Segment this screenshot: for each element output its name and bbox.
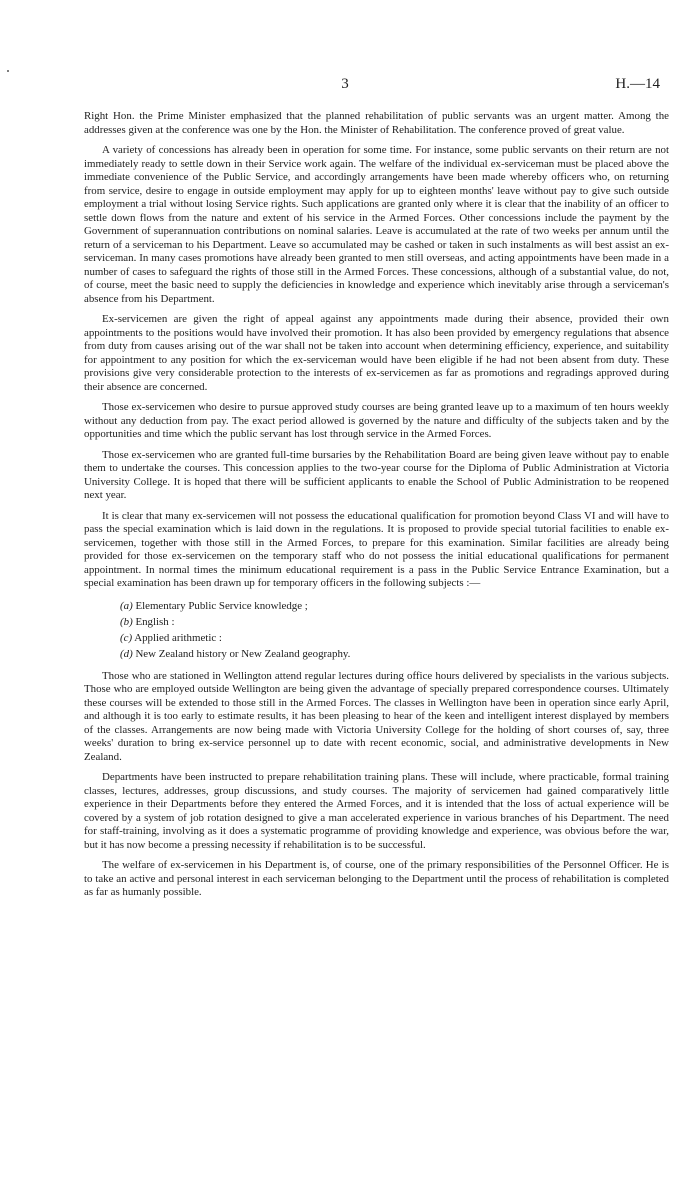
- list-marker: (c): [120, 631, 133, 644]
- body-text: [84, 110, 669, 907]
- paragraph-training-plans: Departments have been instructed to prepare rehabilitation training plans. These will include, where practicable, formal training classes, lectures, addresses, group discussions, and study courses. The majority of servicemen had gained comparatively little experience in their Departments before they entered the Armed Forces, and it is intended that the loss of actual experience will be covered by a system of job rotation designed to give a man accelerated experience in various branches of his Department. The need for staff-training, involving as it does a systematic programme of providing knowledge and experience, was obvious before the war, but it has now become a pressing necessity if rehabilitation is to be successful.: [84, 771, 669, 851]
- paragraph-conference: Right Hon. the Prime Minister emphasized that the planned rehabilitation of public servants was an urgent matter. Among the addresses given at the conference was one by the Hon. the Minister of Rehabilitation. The conference proved of great value.: [84, 110, 669, 136]
- list-marker: (b): [120, 615, 133, 628]
- list-marker: (a): [120, 599, 133, 612]
- paragraph-lectures: Those who are stationed in Wellington attend regular lectures during office hours delivered by specialists in the various subjects. Those who are employed outside Wellington are being given the advantage of specially prepared correspondence courses. Ultimately these courses will be extended to those still in the Armed Forces. The classes in Wellington have been in operation since early April, and although it is too early to estimate results, it has been pleasing to hear of the keen and intelligent interest displayed by members of the classes. Arrangements are now being made with Victoria University College for the holding of short courses of, say, three weeks' duration to bring ex-service personnel up to date with recent economic, social, and administrative developments in New Zealand.: [84, 669, 669, 763]
- paragraph-examination: It is clear that many ex-servicemen will not possess the educational qualification for promotion beyond Class VI and will have to pass the special examination which is laid down in the regulations. It is proposed to provide special tutorial facilities to enable ex-servicemen, together with those still in the Armed Forces, to prepare for this examination. Similar facilities are already being provided for those ex-servicemen on the temporary staff who do not possess the initial educational qualifications for permanent appointment. In normal times the minimum educational requirement is a pass in the Public Service Entrance Examination, but a special examination has been drawn up for temporary officers in the following subjects :—: [84, 509, 669, 589]
- subject-list: [84, 598, 669, 662]
- page-number: 3: [341, 76, 349, 92]
- list-item-text: New Zealand history or New Zealand geography.: [135, 647, 351, 660]
- paragraph-concessions: A variety of concessions has already been in operation for some time. For instance, some public servants on their return are not immediately ready to settle down in their Service work again. The welfare of the individual ex-serviceman must be placed above the immediate convenience of the Public Service, and accordingly arrangements have been made whereby officers who, on returning from service, desire to engage in outside employment may apply for up to eighteen months' leave without pay to give such outside employment a trial without losing Service rights. Such applications are granted only where it is clear that the inability of an officer to settle down flows from the nature and extent of his service in the Armed Forces. Other concessions include the payment by the Government of superannuation contributions on nominal salaries. Leave is accumulated at the rate of two weeks per annum until the return of a serviceman to his Department. Leave so accumulated may be cashed or taken in such instalments as will best assist an ex-serviceman. In many cases promotions have already been granted to men still overseas, and acting appointments have been made in a number of cases to safeguard the rights of those still in the Armed Forces. These concessions, although of a substantial value, do not, of course, meet the basic need to supply the deficiencies in knowledge and experience which inevitably arise through a serviceman's absence from his Department.: [84, 144, 669, 305]
- list-marker: (d): [120, 647, 133, 660]
- scan-speck: [7, 70, 9, 72]
- paragraph-study-leave: Those ex-servicemen who desire to pursue approved study courses are being granted leave up to a maximum of ten hours weekly without any deduction from pay. The exact period allowed is governed by the nature and difficulty of the subjects taken and by the opportunities and time which the public servant has lost through service in the Armed Forces.: [84, 401, 669, 440]
- list-item-text: Elementary Public Service knowledge ;: [135, 599, 308, 612]
- list-item: [120, 646, 669, 662]
- paragraph-personnel-officer: The welfare of ex-servicemen in his Department is, of course, one of the primary responsibilities of the Personnel Officer. He is to take an active and personal interest in each serviceman belonging to the Department until the process of rehabilitation is completed as far as humanly possible.: [84, 859, 669, 898]
- list-item-text: English :: [135, 615, 175, 628]
- list-item-text: Applied arithmetic :: [134, 631, 222, 644]
- document-reference: H.—14: [615, 76, 660, 92]
- list-item: [120, 614, 669, 630]
- paragraph-appeal-rights: Ex-servicemen are given the right of appeal against any appointments made during their absence, provided their own appointments to the positions would have involved their promotion. It has also been provided by emergency regulations that absence from duty from causes arising out of the war shall not be taken into account when determining efficiency, experience, and suitability for appointment to any position for which the ex-serviceman would have been eligible if he had not been absent from duty. These provisions give very considerable protection to the interests of ex-servicemen as far as promotions and regradings approved during their absence are concerned.: [84, 313, 669, 393]
- paragraph-bursaries: Those ex-servicemen who are granted full-time bursaries by the Rehabilitation Board are being given leave without pay to enable them to undertake the courses. This concession applies to the two-year course for the Diploma of Public Administration at Victoria University College. It is hoped that there will be sufficient applicants to enable the School of Public Administration to be reopened next year.: [84, 448, 669, 501]
- list-item: [120, 630, 669, 646]
- list-item: [120, 598, 669, 614]
